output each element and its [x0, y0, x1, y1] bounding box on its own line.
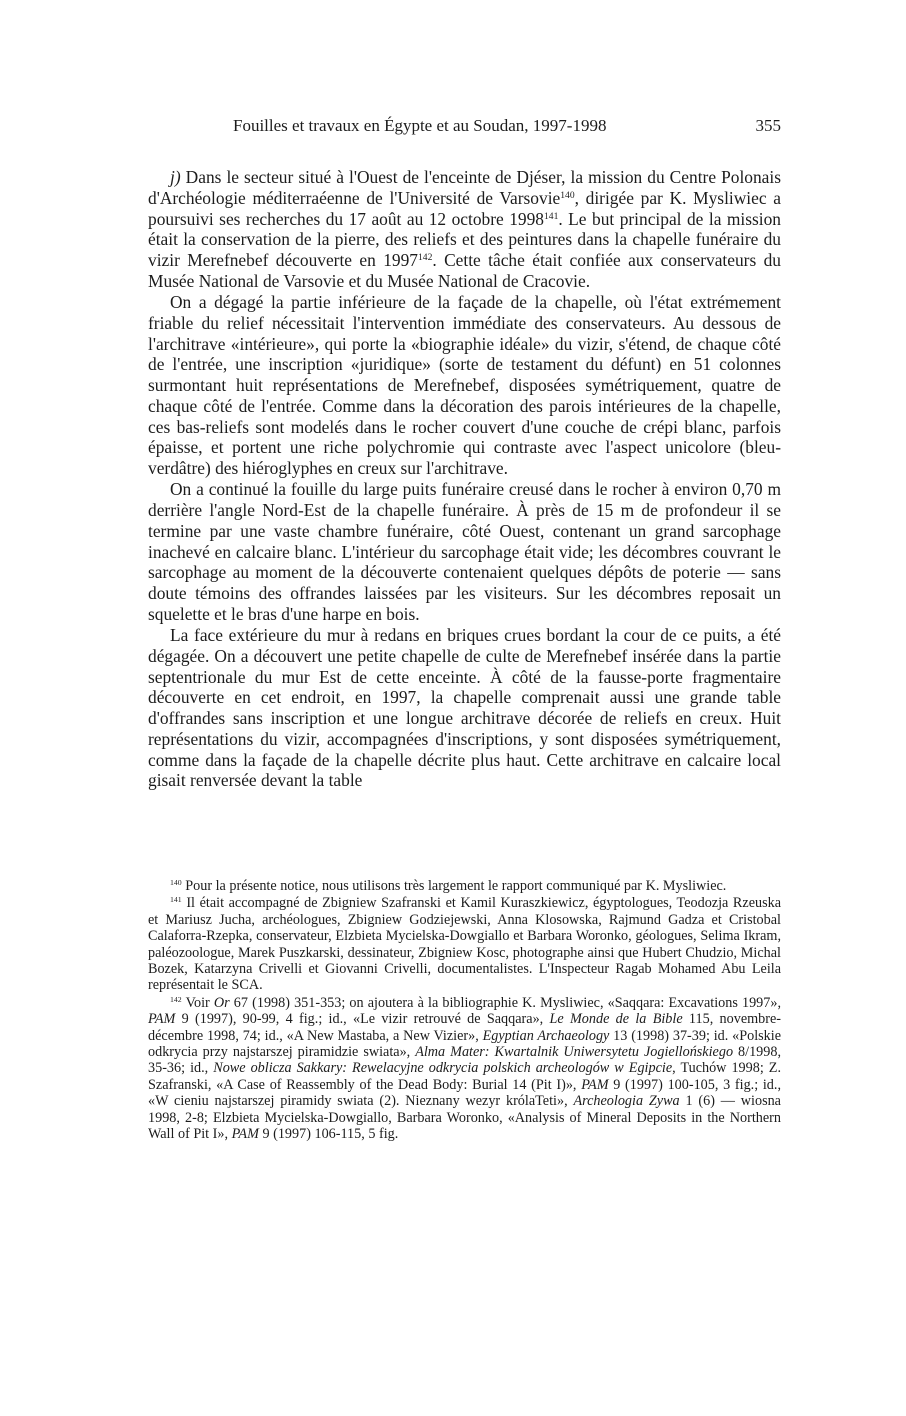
footnote-text: 67 (1998) 351-353; on ajoutera à la bibliographie K. Mysliwiec, «Saqqara: Excavations 1997»,	[229, 994, 781, 1011]
footnote-text: 9 (1997) 106-115, 5 fig.	[258, 1126, 399, 1143]
journal-title: PAM	[231, 1126, 259, 1143]
footnote-text: 9 (1997), 90-99, 4 fig.; id., «Le vizir retrouvé de Saqqara»,	[175, 1011, 550, 1028]
paragraph-4: La face extérieure du mur à redans en briques crues bordant la cour de ce puits, a été dégagée. On a découvert une petite chapelle de culte de Merefnebef insérée dans la partie septentrionale du mur Est de cette enceinte. À côté de la fausse-porte fragmentaire découverte en cet endroit, en 1997, la chapelle comprenait aussi une grande table d'offrandes sans inscription et une longue architrave décorée de reliefs en creux. Huit représentations du vizir, accompagnées d'inscriptions, y sont disposées symétriquement, comme dans la façade de la chapelle décrite plus haut. Cette architrave en calcaire local gisait renversée devant la table	[148, 625, 781, 791]
footnote-text: Voir	[181, 994, 214, 1011]
running-header	[148, 116, 781, 140]
footnote-number: 141	[170, 895, 182, 905]
footnote-text: 8/1998, 35-36; id.,	[148, 1044, 781, 1077]
journal-title: Archeologia Zywa	[573, 1093, 680, 1110]
paragraph-1-text-d: . Cette tâche était confiée aux conservateurs du Musée National de Varsovie et du Musée National de Cracovie.	[148, 250, 781, 291]
footnote-number: 140	[170, 877, 182, 887]
paragraph-1	[148, 167, 781, 292]
main-text	[148, 167, 781, 791]
footnote-142	[148, 995, 781, 1143]
paragraph-1-text-b: , dirigée par K. Mysliwiec a poursuivi ses recherches du 17 août au 12 octobre 1998	[148, 187, 781, 229]
book-title: Nowe oblicza Sakkary: Rewelacyjne odkrycia polskich archeologów w Egipcie	[213, 1060, 673, 1077]
journal-title: PAM	[148, 1011, 176, 1028]
footnote-text: 13 (1998) 37-39; id. «Polskie odkrycia przy najstarszej piramidzie swiata»,	[148, 1027, 781, 1061]
footnote-140	[148, 878, 781, 894]
paragraph-3: On a continué la fouille du large puits funéraire creusé dans le rocher à environ 0,70 m derrière l'angle Nord-Est de la chapelle funéraire. À près de 15 m de profondeur il se termine par une vaste chambre funéraire, côté Ouest, contenant un grand sarcophage inachevé en calcaire blanc. L'intérieur du sarcophage était vide; les décombres couvrant le sarcophage au moment de la découverte contenaient quelques dépôts de poterie — sans doute témoins des offrandes laissées par les visiteurs. Sur les décombres reposait un squelette et le bras d'une harpe en bois.	[148, 479, 781, 624]
section-letter: j)	[170, 167, 181, 187]
footnote-text: 1 (6) — wiosna 1998, 2-8; Elzbieta Mycielska-Dowgiallo, Barbara Woronko, «Analysis of Mineral Deposits in the Northern Wall of Pit I»,	[148, 1093, 781, 1143]
footnote-text: 9 (1997) 100-105, 3 fig.; id., «W cieniu najstarszej piramidy swiata (2). Nieznany wezyr królaTeti»,	[148, 1076, 781, 1110]
running-title: Fouilles et travaux en Égypte et au Soudan, 1997-1998	[233, 116, 607, 135]
footnote-text: , Tuchów 1998; Z. Szafranski, «A Case of Reassembly of the Dead Body: Burial 14 (Pit I)»,	[148, 1060, 782, 1093]
journal-title: Alma Mater: Kwartalnik Uniwersytetu Jogiellońskiego	[415, 1044, 734, 1061]
footnote-number: 142	[170, 994, 182, 1004]
footnotes	[148, 878, 781, 1143]
journal-title: Egyptian Archaeology	[482, 1027, 610, 1044]
footnote-ref-142: 142	[418, 251, 433, 263]
footnote-ref-141: 141	[544, 210, 559, 222]
footnote-text: 115, novembre-décembre 1998, 74; id., «A New Mastaba, a New Vizier»,	[148, 1011, 781, 1044]
footnote-ref-140: 140	[560, 189, 575, 201]
footnote-141	[148, 895, 781, 993]
journal-title: PAM	[581, 1076, 609, 1093]
journal-title: Or	[213, 994, 230, 1011]
page-number: 355	[755, 116, 781, 135]
paragraph-2: On a dégagé la partie inférieure de la façade de la chapelle, où l'état extrémement friable du relief nécessitait l'intervention immédiate des conservateurs. Au dessous de l'architrave «intérieure», qui porte la «biographie idéale» du vizir, s'étend, de chaque côté de l'entrée, une inscription «juridique» (sorte de testament du défunt) en 51 colonnes surmontant huit représentations de Merefnebef, disposées symétriquement, quatre de chaque côté de l'entrée. Comme dans la décoration des parois intérieures de la chapelle, ces bas-reliefs sont modelés dans le rocher couvert d'une couche de crépi blanc, parfois épaisse, et portent une riche polychromie qui contraste avec l'aspect unicolore (bleu-verdâtre) des hiéroglyphes en creux sur l'architrave.	[148, 292, 781, 478]
footnote-text: Pour la présente notice, nous utilisons très largement le rapport communiqué par K. Mysliwiec.	[181, 878, 727, 894]
paragraph-1-text-a: Dans le secteur situé à l'Ouest de l'enceinte de Djéser, la mission du Centre Polonais d'Archéologie méditerraéenne de l'Université de Varsovie	[148, 167, 781, 208]
footnote-text: Il était accompagné de Zbigniew Szafranski et Kamil Kuraszkiewicz, égyptologues, Teodozja Rzeuska et Mariusz Jucha, archéologues, Zbigniew Godziejewski, Anna Klosowska, Rajmund Gadza et Cristobal Calaforra-Rzepka, conservateur, Elzbieta Mycielska-Dowgiallo et Barbara Woronko, géologues, Selima Ikram, paléozoologue, Marek Puszkarski, dessinateur, Zbigniew Kosc, photographe ainsi que Hubert Chudzio, Michal Bozek, Katarzyna Crivelli et Giovanni Crivelli, documentalistes. L'Inspecteur Ragab Mohamed Abu Leila représentait le SCA.	[148, 895, 781, 994]
journal-title: Le Monde de la Bible	[549, 1011, 683, 1028]
paragraph-1-text-c: . Le but principal de la mission était la conservation de la pierre, des reliefs et des peintures dans la chapelle funéraire du vizir Merefnebef découverte en 1997	[148, 208, 782, 270]
